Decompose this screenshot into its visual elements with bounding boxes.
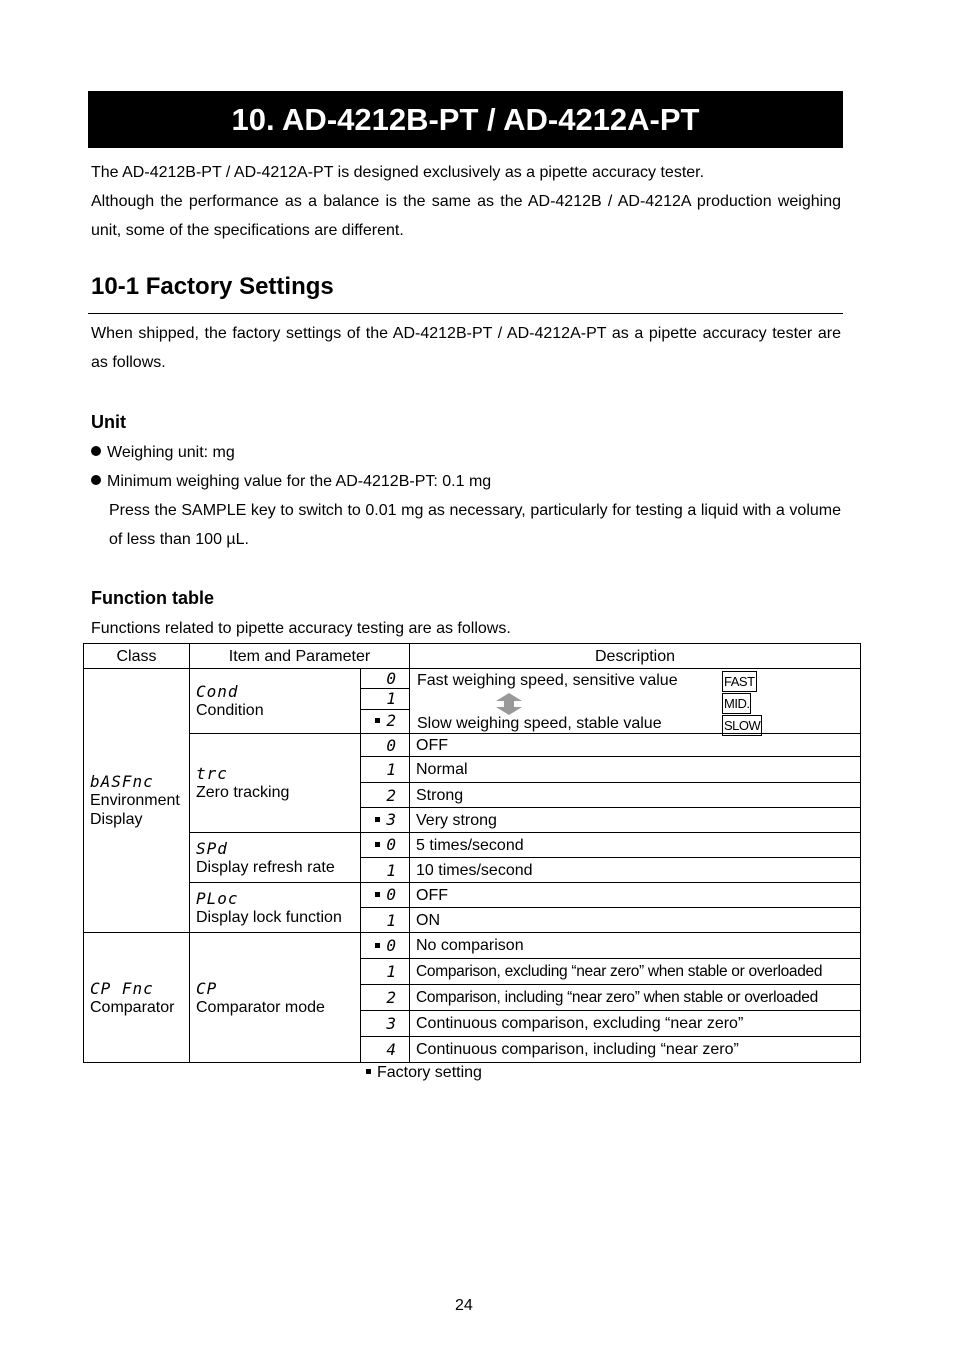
- intro-line-1: The AD-4212B-PT / AD-4212A-PT is designed exclusively as a pipette accuracy tester.: [91, 164, 705, 181]
- table-row: 1 10 times/second: [84, 858, 861, 883]
- table-row: 1: [84, 689, 861, 709]
- factory-setting-note: Factory setting: [366, 1064, 482, 1082]
- table-row: bASFnc Environment Display Cond Condition 0 Fast weighing speed, sensitive value Slow weighing speed, stable value FAST MID. SLOW: [84, 669, 861, 689]
- section-divider: [88, 313, 843, 314]
- intro-paragraph-2: Although the performance as a balance is the same as the AD-4212B / AD-4212A production weighing unit, some of the specifications are different.: [91, 193, 841, 239]
- table-row: 2 Strong: [84, 783, 861, 808]
- unit-heading: Unit: [91, 412, 126, 432]
- table-row: PLoc Display lock function 0 OFF: [84, 883, 861, 908]
- table-header-row: [84, 644, 861, 669]
- unit-bullet-2-note: Press the SAMPLE key to switch to 0.01 mg as necessary, particularly for testing a liquid with a volume of less than 100 µL.: [109, 502, 841, 548]
- factory-setting-mark-icon: [375, 817, 380, 822]
- table-row: 1 ON: [84, 908, 861, 933]
- desc-condition: Fast weighing speed, sensitive value Slow weighing speed, stable value FAST MID. SLOW: [410, 669, 861, 734]
- double-arrow-icon: [494, 693, 524, 715]
- factory-setting-mark-icon: [375, 943, 380, 948]
- class-comparator: CP Fnc Comparator: [84, 933, 190, 1063]
- table-row: 1 Normal: [84, 757, 861, 783]
- badge-fast: FAST: [722, 671, 757, 692]
- section-title: 10-1 Factory Settings: [91, 273, 334, 300]
- badge-slow: SLOW: [722, 715, 762, 736]
- table-row: CP Fnc Comparator CP Comparator mode 0 No comparison: [84, 933, 861, 959]
- function-table-heading: Function table: [91, 588, 214, 608]
- factory-setting-mark-icon: [375, 892, 380, 897]
- unit-bullet-1: Weighing unit: mg: [91, 438, 235, 467]
- table-row: 4 Continuous comparison, including “near zero”: [84, 1037, 861, 1063]
- table-row: 3 Continuous comparison, excluding “near zero”: [84, 1011, 861, 1037]
- factory-setting-mark-icon: [375, 718, 380, 723]
- badge-mid: MID.: [722, 693, 751, 714]
- header-class: Class: [84, 644, 190, 669]
- item-display-lock: PLoc Display lock function: [190, 883, 361, 933]
- header-item: Item and Parameter: [190, 644, 410, 669]
- class-environment-display: bASFnc Environment Display: [84, 669, 190, 933]
- function-table: [83, 643, 861, 1063]
- unit-bullet-2: Minimum weighing value for the AD-4212B-PT: 0.1 mg: [91, 467, 491, 496]
- bullet-dot-icon: [91, 446, 101, 456]
- table-row: 2: [84, 709, 861, 733]
- table-row: trc Zero tracking 0 OFF: [84, 734, 861, 757]
- table-row: 1 Comparison, excluding “near zero” when stable or overloaded: [84, 959, 861, 985]
- item-display-refresh-rate: SPd Display refresh rate: [190, 833, 361, 883]
- section-text: When shipped, the factory settings of the AD-4212B-PT / AD-4212A-PT as a pipette accuracy tester are as follows.: [91, 325, 841, 371]
- table-row: SPd Display refresh rate 0 5 times/second: [84, 833, 861, 858]
- factory-setting-mark-icon: [366, 1069, 371, 1074]
- factory-setting-mark-icon: [375, 842, 380, 847]
- page-number: 24: [455, 1297, 473, 1314]
- table-row: 3 Very strong: [84, 808, 861, 833]
- header-desc: Description: [410, 644, 861, 669]
- item-condition: Cond Condition: [190, 669, 361, 734]
- bullet-dot-icon: [91, 475, 101, 485]
- item-zero-tracking: trc Zero tracking: [190, 734, 361, 833]
- chapter-title: 10. AD-4212B-PT / AD-4212A-PT: [88, 91, 843, 148]
- table-row: 2 Comparison, including “near zero” when stable or overloaded: [84, 985, 861, 1011]
- item-comparator-mode: CP Comparator mode: [190, 933, 361, 1063]
- function-table-intro: Functions related to pipette accuracy testing are as follows.: [91, 620, 511, 637]
